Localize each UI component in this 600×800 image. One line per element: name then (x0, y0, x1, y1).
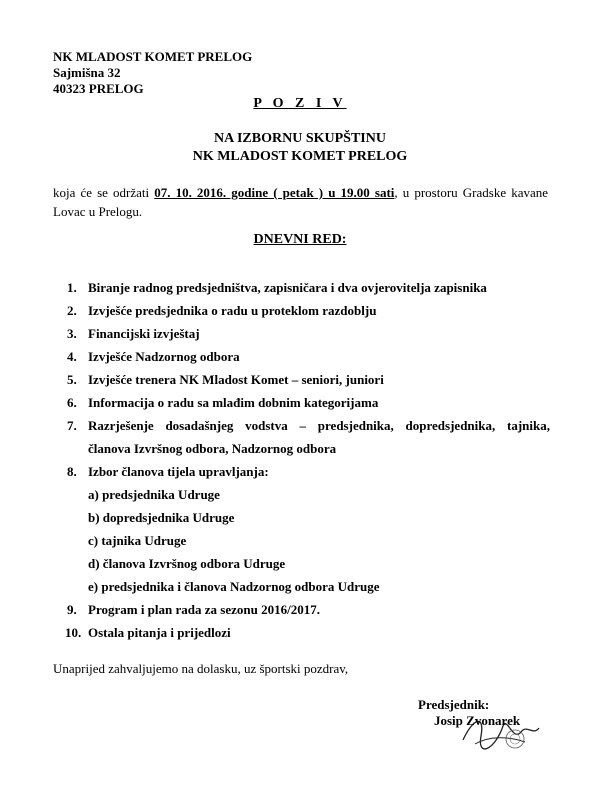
agenda-item-number: 10. (65, 625, 82, 640)
signature-title: Predsjednik: (418, 697, 490, 712)
agenda-subitem-text: c) tajnika Udruge (88, 533, 187, 548)
agenda-item-number: 9. (67, 602, 77, 617)
agenda-title: DNEVNI RED: (253, 232, 347, 247)
agenda-item-text: Razrješenje dosadašnjeg vodstva – predsjednika, dopredsjednika, tajnika, (88, 418, 550, 433)
agenda-subitem-text: b) dopredsjednika Udruge (88, 510, 235, 525)
meeting-date-time: 07. 10. 2016. godine ( petak ) u 19.00 sati (154, 185, 395, 200)
agenda-item-text: Izvješće trenera NK Mladost Komet – seniori, juniori (88, 372, 384, 387)
sender-name: NK MLADOST KOMET PRELOG (53, 49, 253, 64)
agenda-item-text: Izvješće Nadzornog odbora (88, 349, 240, 364)
agenda-item-text: Ostala pitanja i prijedlozi (88, 625, 231, 640)
agenda-item-text-line-2: članova Izvršnog odbora, Nadzornog odbora (88, 441, 337, 456)
agenda-item-number: 6. (67, 395, 77, 410)
agenda-item-number: 3. (67, 326, 77, 341)
agenda-item-text: Izvješće predsjednika o radu u proteklom razdoblju (88, 303, 377, 318)
signature-name: Josip Zvonarek (434, 713, 521, 728)
agenda-item-number: 7. (67, 418, 77, 433)
agenda-subitem-text: d) članova Izvršnog odbora Udruge (88, 556, 286, 571)
headline-line-1: NA IZBORNU SKUPŠTINU (214, 131, 386, 146)
agenda-item-number: 2. (67, 303, 77, 318)
agenda-subitem-text: a) predsjednika Udruge (88, 487, 220, 502)
agenda-item-number: 5. (67, 372, 77, 387)
agenda-item-text: Financijski izvještaj (88, 326, 200, 341)
intro-text-after: , u prostoru Gradske kavane Lovac u Prelogu. (53, 185, 548, 219)
agenda-item-text: Izbor članova tijela upravljanja: (88, 464, 269, 479)
sender-city: 40323 PRELOG (53, 81, 144, 96)
agenda-item-number: 8. (67, 464, 77, 479)
intro-text-before: koja će se održati (53, 185, 155, 200)
agenda-item-number: 4. (67, 349, 77, 364)
headline-line-2: NK MLADOST KOMET PRELOG (192, 149, 408, 164)
sender-street: Sajmišna 32 (53, 65, 121, 80)
agenda-item-text: Program i plan rada za sezonu 2016/2017. (88, 602, 320, 617)
agenda-subitem-text: e) predsjednika i članova Nadzornog odbora Udruge (88, 579, 380, 594)
closing-line: Unaprijed zahvaljujemo na dolasku, uz športski pozdrav, (53, 661, 349, 676)
agenda-item-text: Biranje radnog predsjedništva, zapisničara i dva ovjerovitelja zapisnika (88, 280, 487, 295)
agenda-item-text: Informacija o radu sa mlađim dobnim kategorijama (88, 395, 379, 410)
agenda-item-number: 1. (67, 280, 77, 295)
document-title: P O Z I V (253, 96, 347, 111)
